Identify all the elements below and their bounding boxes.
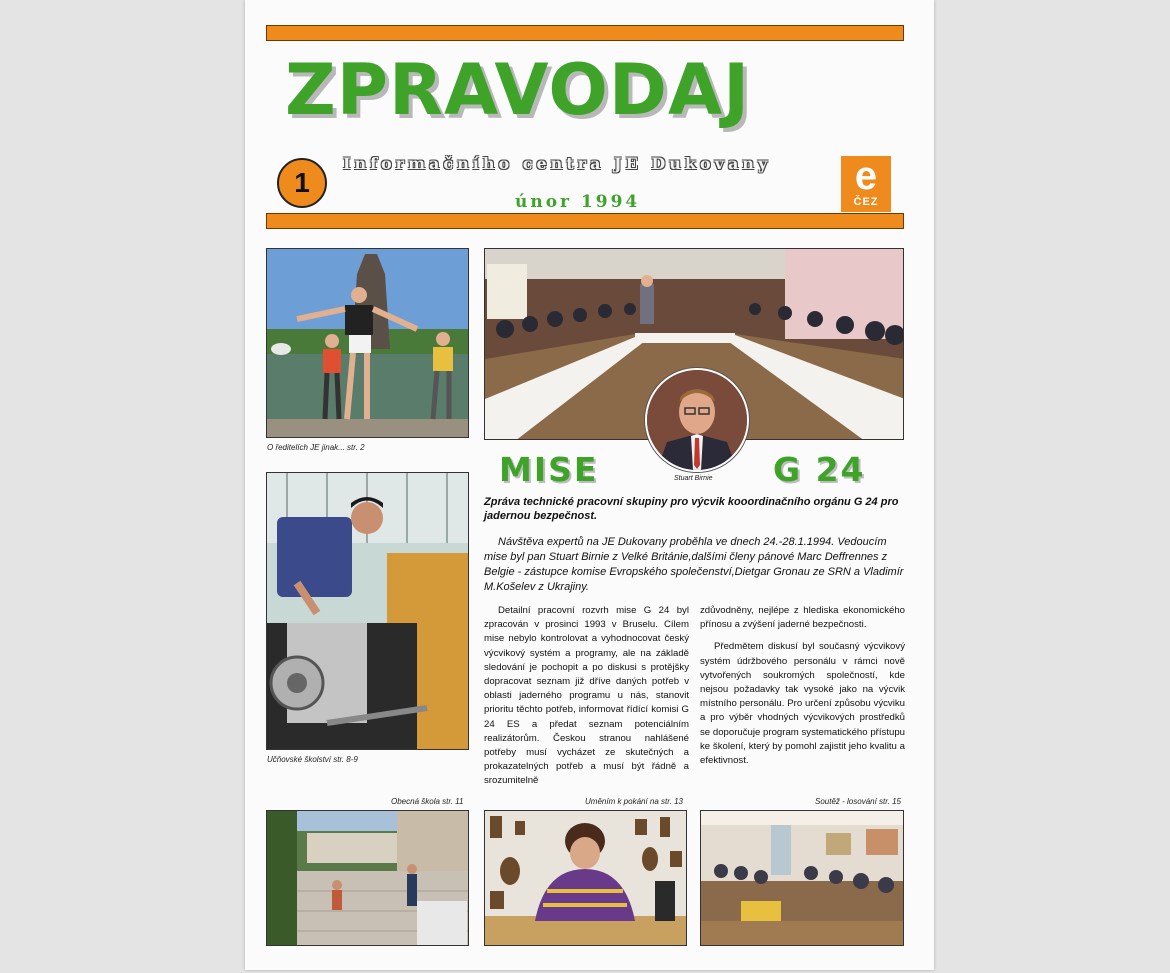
issue-date: únor 1994 [515,192,641,212]
article-intro: Návštěva expertů na JE Dukovany proběhla ve dnech 24.-28.1.1994. Vedoucím mise byl pan Stuart Birnie z Velké Británie,dalšími členy pánové Marc Deffrennes z Belgie - zástupce komise Evropského společenství,Dietgar Gronau ze SRN a Vladimír M.Košelev z Ukrajiny. [484,536,904,593]
photo-school-image [267,811,469,946]
photo-school [266,810,469,946]
cez-logo-text: ČEZ [853,196,879,208]
caption-contest: Soutěž - losování str. 15 [815,797,901,806]
caption-portrait: Stuart Birnie [674,475,713,482]
photo-art-image [485,811,687,946]
issue-number-badge: 1 [277,158,327,208]
header-bar-top [266,25,904,41]
photo-apprentice-image [267,473,469,750]
photo-directors [266,248,469,438]
portrait-stuart-birnie [645,368,749,472]
article-col1-paragraph: Detailní pracovní rozvrh mise G 24 byl zpracován v prosinci 1993 v Bruselu. Cílem mise nebylo kontrolovat a vyhodnocovat český výcvikový systém a programy, ale na základě sledování je pochopit a po diskusi s protějšky dopracovat seznam již dříve daných potřeb v oblasti jaderného programu u nás, stanovit prioritu těchto potřeb, informovat řídící komisi G 24 ES a předat seznam potenciálním realizátorům. Českou stranou nahlášené potřeby musí vycházet ze skutečných a prokazatelných potřeb a musí být řádně a srozumitelně [484,605,689,787]
caption-apprentice: Učňovské školství str. 8-9 [267,755,358,764]
article-col2-paragraph-2: Předmětem diskusí byl současný výcvikový systém údržbového personálu v rámci nově vytvořených soukromých společností, kde nejsou požadavky tak vysoké jako na výcvik místního personálu. Pro určení způsobu výcviku a pro výběr vhodných výcvikových prostředků se doporučuje program systematického přístupu ke školení, který by pomohl zajistit jeho kvalitu a efektivnost. [700,641,905,767]
headline-left: MISE [499,450,599,489]
photo-contest [700,810,904,946]
photo-contest-image [701,811,904,946]
photo-art [484,810,687,946]
caption-directors: O ředitelích JE jinak... str. 2 [267,443,365,452]
header-bar-bottom [266,213,904,229]
article-col2-paragraph-1: zdůvodněny, nejlépe z hlediska ekonomického přínosu a zvýšení jaderné bezpečnosti. [700,605,905,631]
caption-art: Uměním k pokání na str. 13 [585,797,683,806]
cez-logo [841,156,891,212]
article-lead: Zpráva technické pracovní skupiny pro výcvik kooordinačního orgánu G 24 pro jadernou bezpečnost. [484,496,899,522]
article-column-1 [484,604,689,789]
masthead-title: ZPRAVODAJ [285,49,751,131]
masthead-subtitle: Informačního centra JE Dukovany [343,154,772,173]
photo-apprentice [266,472,469,750]
photo-directors-image [267,249,469,438]
caption-school: Obecná škola str. 11 [391,797,464,806]
newsletter-page [245,0,934,970]
cez-logo-letter: e [854,154,878,198]
portrait-image [647,370,747,470]
article-column-2 [700,604,905,768]
headline-right: G 24 [773,450,866,489]
